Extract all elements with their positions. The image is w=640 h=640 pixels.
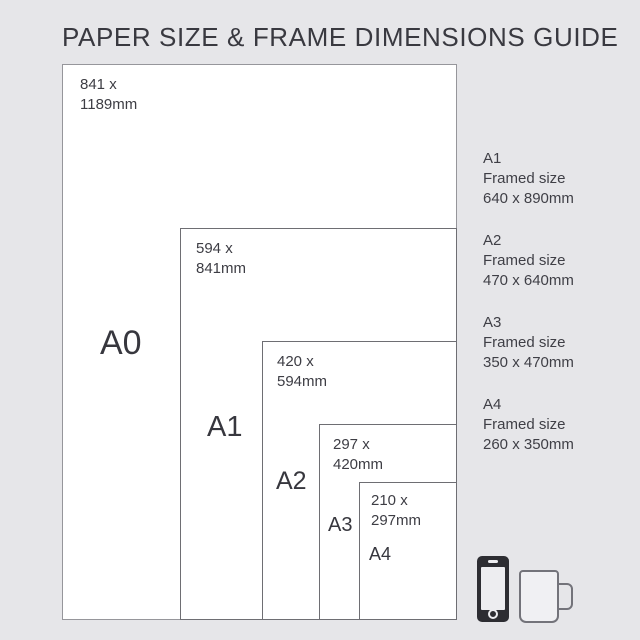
coffee-mug-icon: [519, 570, 573, 623]
legend-framed-size: 350 x 470mm: [483, 354, 574, 371]
paper-label-a0: A0: [100, 324, 142, 362]
legend-entry-a2: [483, 231, 633, 291]
dims-line1: 420 x: [277, 353, 314, 370]
dims-line2: 420mm: [333, 456, 384, 473]
legend-size-name: A4: [483, 396, 502, 413]
legend-size-name: A1: [483, 150, 502, 167]
legend-framed-label: Framed size: [483, 170, 566, 187]
legend-framed-label: Framed size: [483, 416, 566, 433]
paper-label-a3: A3: [328, 514, 353, 536]
paper-rect-a4: [359, 482, 457, 620]
legend-entry-a3: [483, 313, 633, 373]
legend-entry-a1: [483, 149, 633, 209]
dims-line1: 210 x: [371, 492, 408, 509]
phone-screen: [481, 567, 505, 610]
dims-line1: 297 x: [333, 436, 370, 453]
legend-size-name: A3: [483, 314, 502, 331]
framed-size-legend: [483, 149, 633, 477]
legend-framed-size: 640 x 890mm: [483, 190, 574, 207]
dims-line1: 594 x: [196, 240, 233, 257]
dims-line2: 297mm: [371, 512, 422, 529]
paper-dimensions-a1: [196, 239, 246, 279]
phone-home-button: [488, 609, 498, 619]
paper-dimensions-a3: [333, 435, 383, 475]
legend-framed-size: 260 x 350mm: [483, 436, 574, 453]
paper-dimensions-a2: [277, 352, 327, 392]
dims-line2: 1189mm: [80, 96, 138, 113]
paper-label-a1: A1: [207, 411, 243, 443]
paper-label-a4: A4: [369, 544, 392, 564]
page-title: PAPER SIZE & FRAME DIMENSIONS GUIDE: [62, 22, 619, 52]
smartphone-icon: [477, 556, 509, 622]
dims-line2: 841mm: [196, 260, 247, 277]
mug-body: [519, 570, 559, 623]
dims-line2: 594mm: [277, 373, 328, 390]
legend-framed-label: Framed size: [483, 252, 566, 269]
paper-dimensions-a4: [371, 491, 421, 531]
phone-speaker: [488, 560, 498, 563]
legend-entry-a4: [483, 395, 633, 455]
paper-label-a2: A2: [276, 467, 307, 495]
legend-size-name: A2: [483, 232, 502, 249]
legend-framed-size: 470 x 640mm: [483, 272, 574, 289]
dims-line1: 841 x: [80, 76, 117, 93]
paper-dimensions-a0: [80, 75, 137, 115]
legend-framed-label: Framed size: [483, 334, 566, 351]
